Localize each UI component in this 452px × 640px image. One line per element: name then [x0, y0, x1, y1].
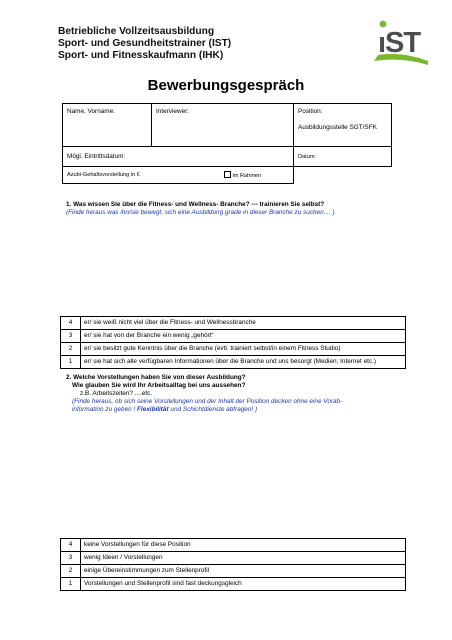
rating-number: 1 [61, 356, 81, 369]
question-1-rating-table [60, 316, 406, 369]
rating-number: 2 [61, 565, 81, 578]
rating-text: er/ sie weiß nicht viel über die Fitness- und Wellnessbranche [81, 317, 406, 330]
date-field[interactable] [294, 147, 392, 167]
rating-text: keine Vorstellungen für diese Position [81, 539, 406, 552]
rating-number: 3 [61, 330, 81, 343]
question-2 [66, 374, 406, 414]
range-label: im Rahmen [232, 173, 262, 179]
start-date-label: Mögl. Eintrittsdatum: [67, 152, 126, 160]
rating-text: wenig Ideen / Vorstellungen [81, 552, 406, 565]
document-header [58, 26, 231, 62]
rating-number: 1 [61, 578, 81, 591]
header-line-3: Sport- und Fitnesskaufmann (IHK) [58, 50, 224, 61]
range-checkbox[interactable] [224, 171, 231, 178]
question-1 [66, 201, 406, 217]
rating-number: 4 [61, 317, 81, 330]
rating-row[interactable] [61, 578, 406, 591]
position-value: Ausbildungsstelle SGT/SFK [298, 124, 377, 131]
rating-row[interactable] [61, 565, 406, 578]
note-text: information zu geben ! [72, 406, 138, 413]
question-2-title-a: 2. Welche Vorstellungen haben Sie von dieser Ausbildung? [66, 374, 246, 381]
salary-field[interactable] [63, 167, 294, 184]
rating-row[interactable] [61, 330, 406, 343]
position-label: Position: [298, 108, 323, 115]
date-label: Datum: [298, 153, 317, 160]
rating-row[interactable] [61, 539, 406, 552]
question-1-note: (Finde heraus was ihn/sie bewegt, sich eine Ausbildung grade in dieser Branche zu suchen.... ) [66, 209, 335, 216]
salary-label: Azubi-Gehaltsvorstellung in € [67, 172, 140, 178]
ist-logo [372, 15, 430, 65]
header-line-1: Betriebliche Vollzeitsausbildung [58, 26, 215, 37]
interviewer-label: Interviewer: [156, 108, 190, 115]
header-line-2: Sport- und Gesundheitstrainer (IST) [58, 38, 232, 49]
rating-row[interactable] [61, 317, 406, 330]
rating-text: Vorstellungen und Stellenprofil sind fast deckungsgleich [81, 578, 406, 591]
rating-number: 4 [61, 539, 81, 552]
svg-text:ıST: ıST [378, 27, 421, 59]
question-2-rating-table [60, 538, 406, 591]
question-1-title: 1. Was wissen Sie über die Fitness- und Wellness- Branche? --- trainieren Sie selbst? [66, 201, 325, 208]
page-title: Bewerbungsgespräch [147, 77, 305, 94]
question-2-title-b: Wie glauben Sie wird Ihr Arbeitsalltag bei uns aussehen? [72, 382, 246, 389]
rating-row[interactable] [61, 356, 406, 369]
rating-text: er/ sie hat sich alle verfügbaren Informationen über die Branche und uns besorgt (Medien; Internet etc.) [81, 356, 406, 369]
applicant-info-table [62, 103, 392, 184]
rating-text: er/ sie hat von der Branche ein wenig „gehört“ [81, 330, 406, 343]
rating-row[interactable] [61, 552, 406, 565]
rating-number: 2 [61, 343, 81, 356]
rating-text: er/ sie besitzt gute Kenntnis über die Branche (evtl. trainiert selbst/in einem Fitness Studio) [81, 343, 406, 356]
question-2-example: z.B. Arbeitszeiten? ....etc. [80, 390, 153, 397]
start-date-field[interactable] [63, 147, 294, 167]
note-text: und Schichtdienste abfragen! ) [168, 406, 258, 413]
name-label: Name, Vorname: [67, 108, 115, 115]
note-flexibility: Flexibilität [137, 406, 169, 413]
rating-row[interactable] [61, 343, 406, 356]
position-field[interactable] [294, 104, 392, 147]
question-2-note-b [66, 406, 406, 414]
rating-number: 3 [61, 552, 81, 565]
interviewer-field[interactable] [152, 104, 294, 147]
question-2-note-a: (Finde heraus, ob sich seine Vorstellungen und der Inhalt der Position decken ohne eine Vorab- [72, 398, 343, 405]
rating-text: einige Übereinstimmungen zum Stellenprofil [81, 565, 406, 578]
empty-cell [294, 167, 392, 184]
name-field[interactable] [63, 104, 152, 147]
